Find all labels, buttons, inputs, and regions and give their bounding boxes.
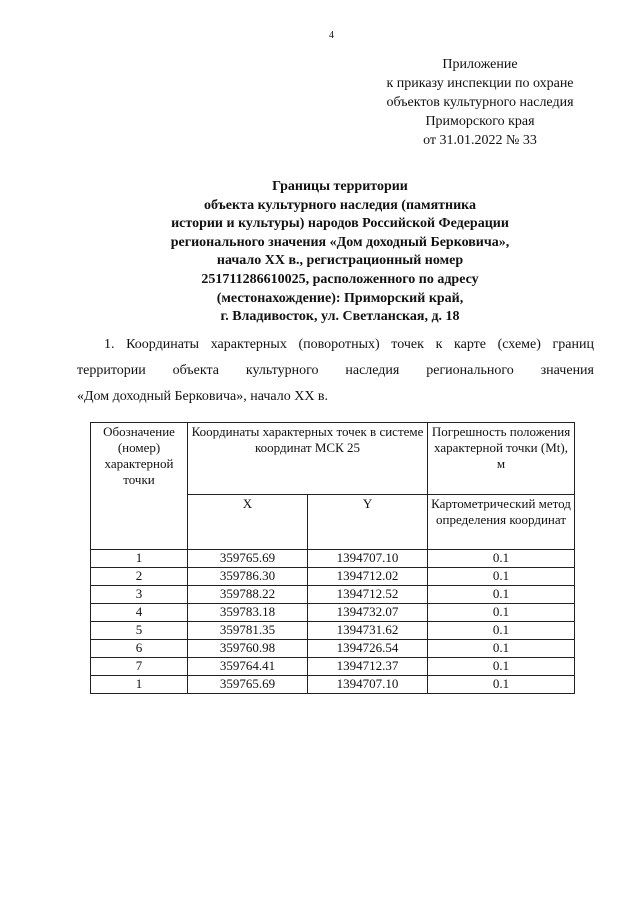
cell-mt: 0.1 xyxy=(428,586,575,604)
cell-x: 359764.41 xyxy=(188,658,308,676)
cell-y: 1394726.54 xyxy=(308,640,428,658)
appendix-line: объектов культурного наследия xyxy=(386,95,574,110)
table-row xyxy=(91,568,575,586)
title-line: начало XX в., регистрационный номер xyxy=(216,253,464,269)
cell-x: 359765.69 xyxy=(188,676,308,694)
cell-y: 1394712.52 xyxy=(308,586,428,604)
table-row xyxy=(91,640,575,658)
header-y: Y xyxy=(308,494,428,549)
title-line: регионального значения «Дом доходный Берковича», xyxy=(170,234,510,250)
paragraph-line: территории объекта культурного наследия регионального значения xyxy=(77,363,594,378)
cell-point: 6 xyxy=(91,640,188,658)
cell-point: 1 xyxy=(91,676,188,694)
paragraph-line: 1. Координаты характерных (поворотных) точек к карте (схеме) границ xyxy=(104,337,594,352)
paragraph-line: «Дом доходный Берковича», начало XX в. xyxy=(77,389,329,404)
table-row xyxy=(91,658,575,676)
appendix-line: к приказу инспекции по охране xyxy=(386,76,574,91)
cell-point: 1 xyxy=(91,550,188,568)
cell-mt: 0.1 xyxy=(428,658,575,676)
cell-point: 2 xyxy=(91,568,188,586)
table-row xyxy=(91,676,575,694)
header-coordinates: Координаты характерных точек в системе координат МСК 25 xyxy=(188,423,428,495)
cell-y: 1394712.02 xyxy=(308,568,428,586)
intro-paragraph xyxy=(77,332,594,410)
header-error: Погрешность положения характерной точки (Mt), м xyxy=(428,423,575,495)
title-line: Границы территории xyxy=(272,179,408,194)
table-row xyxy=(91,604,575,622)
title-line: объекта культурного наследия (памятника xyxy=(203,197,477,213)
title-line: истории и культуры) народов Российской Федерации xyxy=(171,216,509,232)
table-row xyxy=(91,550,575,568)
appendix-line: Приморского края xyxy=(425,114,535,129)
title-line: 251711286610025, расположенного по адресу xyxy=(201,271,479,287)
header-method: Картометрический метод определения координат xyxy=(428,494,575,549)
cell-mt: 0.1 xyxy=(428,604,575,622)
appendix-line: Приложение xyxy=(442,57,518,72)
page-number: 4 xyxy=(329,30,334,41)
cell-y: 1394707.10 xyxy=(308,550,428,568)
coordinates-table xyxy=(90,422,575,694)
cell-mt: 0.1 xyxy=(428,676,575,694)
header-x: X xyxy=(188,494,308,549)
cell-y: 1394732.07 xyxy=(308,604,428,622)
title-line: г. Владивосток, ул. Светланская, д. 18 xyxy=(220,309,460,325)
cell-point: 3 xyxy=(91,586,188,604)
cell-mt: 0.1 xyxy=(428,568,575,586)
cell-x: 359781.35 xyxy=(188,622,308,640)
title-line: (местонахождение): Приморский край, xyxy=(216,290,464,306)
cell-x: 359783.18 xyxy=(188,604,308,622)
cell-x: 359765.69 xyxy=(188,550,308,568)
cell-point: 4 xyxy=(91,604,188,622)
cell-point: 7 xyxy=(91,658,188,676)
cell-y: 1394707.10 xyxy=(308,676,428,694)
cell-mt: 0.1 xyxy=(428,622,575,640)
cell-point: 5 xyxy=(91,622,188,640)
cell-x: 359788.22 xyxy=(188,586,308,604)
appendix-line: от 31.01.2022 № 33 xyxy=(423,133,537,148)
cell-x: 359760.98 xyxy=(188,640,308,658)
cell-y: 1394712.37 xyxy=(308,658,428,676)
appendix-block xyxy=(330,55,630,150)
cell-mt: 0.1 xyxy=(428,550,575,568)
header-point-number: Обозначение (номер) характерной точки xyxy=(91,423,188,550)
document-title xyxy=(30,178,640,327)
table-row xyxy=(91,586,575,604)
cell-x: 359786.30 xyxy=(188,568,308,586)
cell-y: 1394731.62 xyxy=(308,622,428,640)
cell-mt: 0.1 xyxy=(428,640,575,658)
table-row xyxy=(91,622,575,640)
